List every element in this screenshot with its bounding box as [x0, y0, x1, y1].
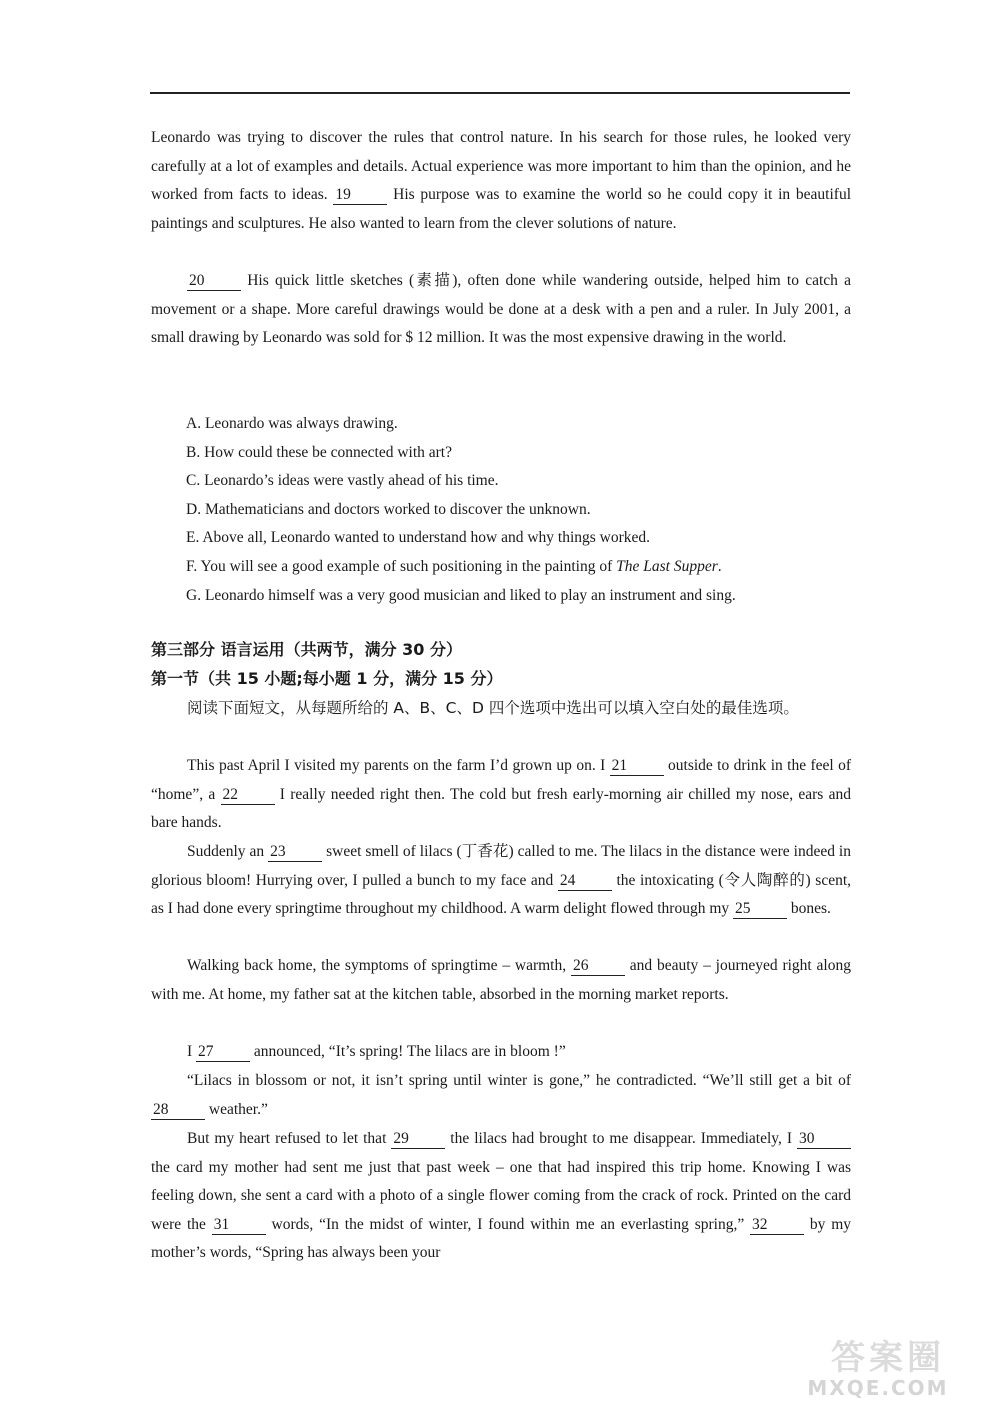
cloze-text: I	[187, 1043, 197, 1060]
blank-25: 25	[733, 900, 787, 919]
blank-31: 31	[212, 1216, 266, 1235]
blank-26: 26	[571, 957, 625, 976]
cloze-text: announced, “It’s spring! The lilacs are in bloom !”	[250, 1043, 566, 1060]
cloze-text: and beauty – journeyed right along with me. At home, my father sat at the kitchen table, absorbed in the morning market reports.	[151, 957, 851, 1003]
option-f	[186, 553, 846, 582]
cloze-text: the card my mother had sent me just that past week – one that had inspired this trip home. Knowing I was feeling down, she sent a card with a photo of a single flower coming from the crack of rock. Printed on the card were the	[151, 1158, 851, 1233]
cloze-paragraph-1	[151, 752, 851, 838]
instruction: 阅读下面短文，从每题所给的 A、B、C、D 四个选项中选出可以填入空白处的最佳选项。	[187, 699, 799, 717]
cloze-text: the intoxicating (令人陶醉的) scent, as I had done every springtime throughout my childhood. A warm delight flowed through my	[151, 871, 852, 918]
watermark-site: MXQE.COM	[807, 1376, 949, 1400]
cloze-text: the lilacs had brought to me disappear. Immediately, I	[445, 1130, 797, 1147]
blank-22: 22	[221, 786, 275, 805]
cloze-text: sweet smell of lilacs (丁香花) called to me. The lilacs in the distance were indeed in glorious bloom! Hurrying over, I pulled a bunch to my face and	[151, 843, 851, 889]
cloze-text: outside to drink in the feel of “home”, a	[151, 757, 851, 803]
cloze-paragraph-4	[151, 1038, 851, 1067]
cloze-text: But my heart refused to let that	[187, 1130, 392, 1147]
passage-text: His purpose was to examine the world so he could copy it in beautiful paintings and sculptures. He also wanted to learn from the clever solutions of nature.	[151, 186, 851, 232]
passage-paragraph-1	[151, 124, 851, 238]
option-a: A. Leonardo was always drawing.	[186, 415, 398, 432]
part-title: 第三部分 语言运用（共两节，满分 30 分）	[151, 640, 462, 659]
cloze-text: Walking back home, the symptoms of springtime – warmth,	[187, 957, 571, 974]
corner-watermark	[778, 1330, 978, 1400]
cloze-text: weather.”	[205, 1100, 268, 1118]
option-f-title: The Last Supper	[616, 557, 718, 575]
option-c: C. Leonardo’s ideas were vastly ahead of his time.	[186, 472, 499, 490]
cloze-text: “Lilacs in blossom or not, it isn’t spring until winter is gone,” he contradicted. “We’ll still get a bit of	[187, 1072, 851, 1089]
option-f-text: F. You will see a good example of such positioning in the painting of	[186, 557, 617, 575]
cloze-paragraph-5	[151, 1067, 851, 1124]
option-e: E. Above all, Leonardo wanted to understand how and why things worked.	[186, 529, 651, 547]
watermark-logo: 答案圈	[831, 1338, 945, 1378]
cloze-text: I really needed right then. The cold but fresh early-morning air chilled my nose, ears and bare hands.	[151, 785, 851, 832]
blank-19: 19	[333, 186, 387, 205]
cloze-text: by my mother’s words, “Spring has always been your	[151, 1215, 851, 1262]
option-g: G. Leonardo himself was a very good musician and liked to play an instrument and sing.	[186, 586, 736, 604]
cloze-text: Suddenly an	[187, 843, 269, 860]
cloze-text: bones.	[787, 900, 831, 918]
blank-23: 23	[268, 843, 322, 862]
option-b: B. How could these be connected with art?	[186, 443, 452, 461]
cloze-text: words, “In the midst of winter, I found within me an everlasting spring,”	[265, 1215, 751, 1233]
blank-32: 32	[750, 1216, 804, 1235]
passage-text: Leonardo was trying to discover the rules that control nature. In his search for those rules, he looked very carefully at a lot of examples and details. Actual experience was more important to him than the opinion, and he worked from facts to ideas.	[151, 129, 851, 204]
blank-28: 28	[151, 1101, 205, 1120]
option-f-end: .	[717, 557, 722, 575]
blank-30: 30	[797, 1130, 851, 1149]
cloze-paragraph-6	[151, 1125, 851, 1268]
blank-24: 24	[558, 872, 612, 891]
blank-29: 29	[391, 1130, 445, 1149]
section-subtitle: 第一节（共 15 小题;每小题 1 分，满分 15 分）	[151, 669, 503, 688]
option-d: D. Mathematicians and doctors worked to discover the unknown.	[186, 500, 591, 518]
cloze-text: This past April I visited my parents on the farm I’d grown up on. I	[187, 757, 610, 774]
blank-27: 27	[196, 1043, 250, 1062]
cloze-paragraph-2	[151, 838, 851, 924]
blank-20: 20	[187, 272, 241, 291]
passage-paragraph-2	[151, 267, 851, 353]
passage-text: His quick little sketches (素描), often done while wandering outside, helped him to catch a movement or a shape. More careful drawings would be done at a desk with a pen and a ruler. In July 2001, a small drawing by Leonardo was sold for $ 12 million. It was the most expensive drawing in the world.	[151, 272, 851, 347]
header-rule	[150, 92, 850, 94]
options-list	[186, 410, 846, 610]
blank-21: 21	[610, 757, 664, 776]
cloze-paragraph-3	[151, 952, 851, 1009]
